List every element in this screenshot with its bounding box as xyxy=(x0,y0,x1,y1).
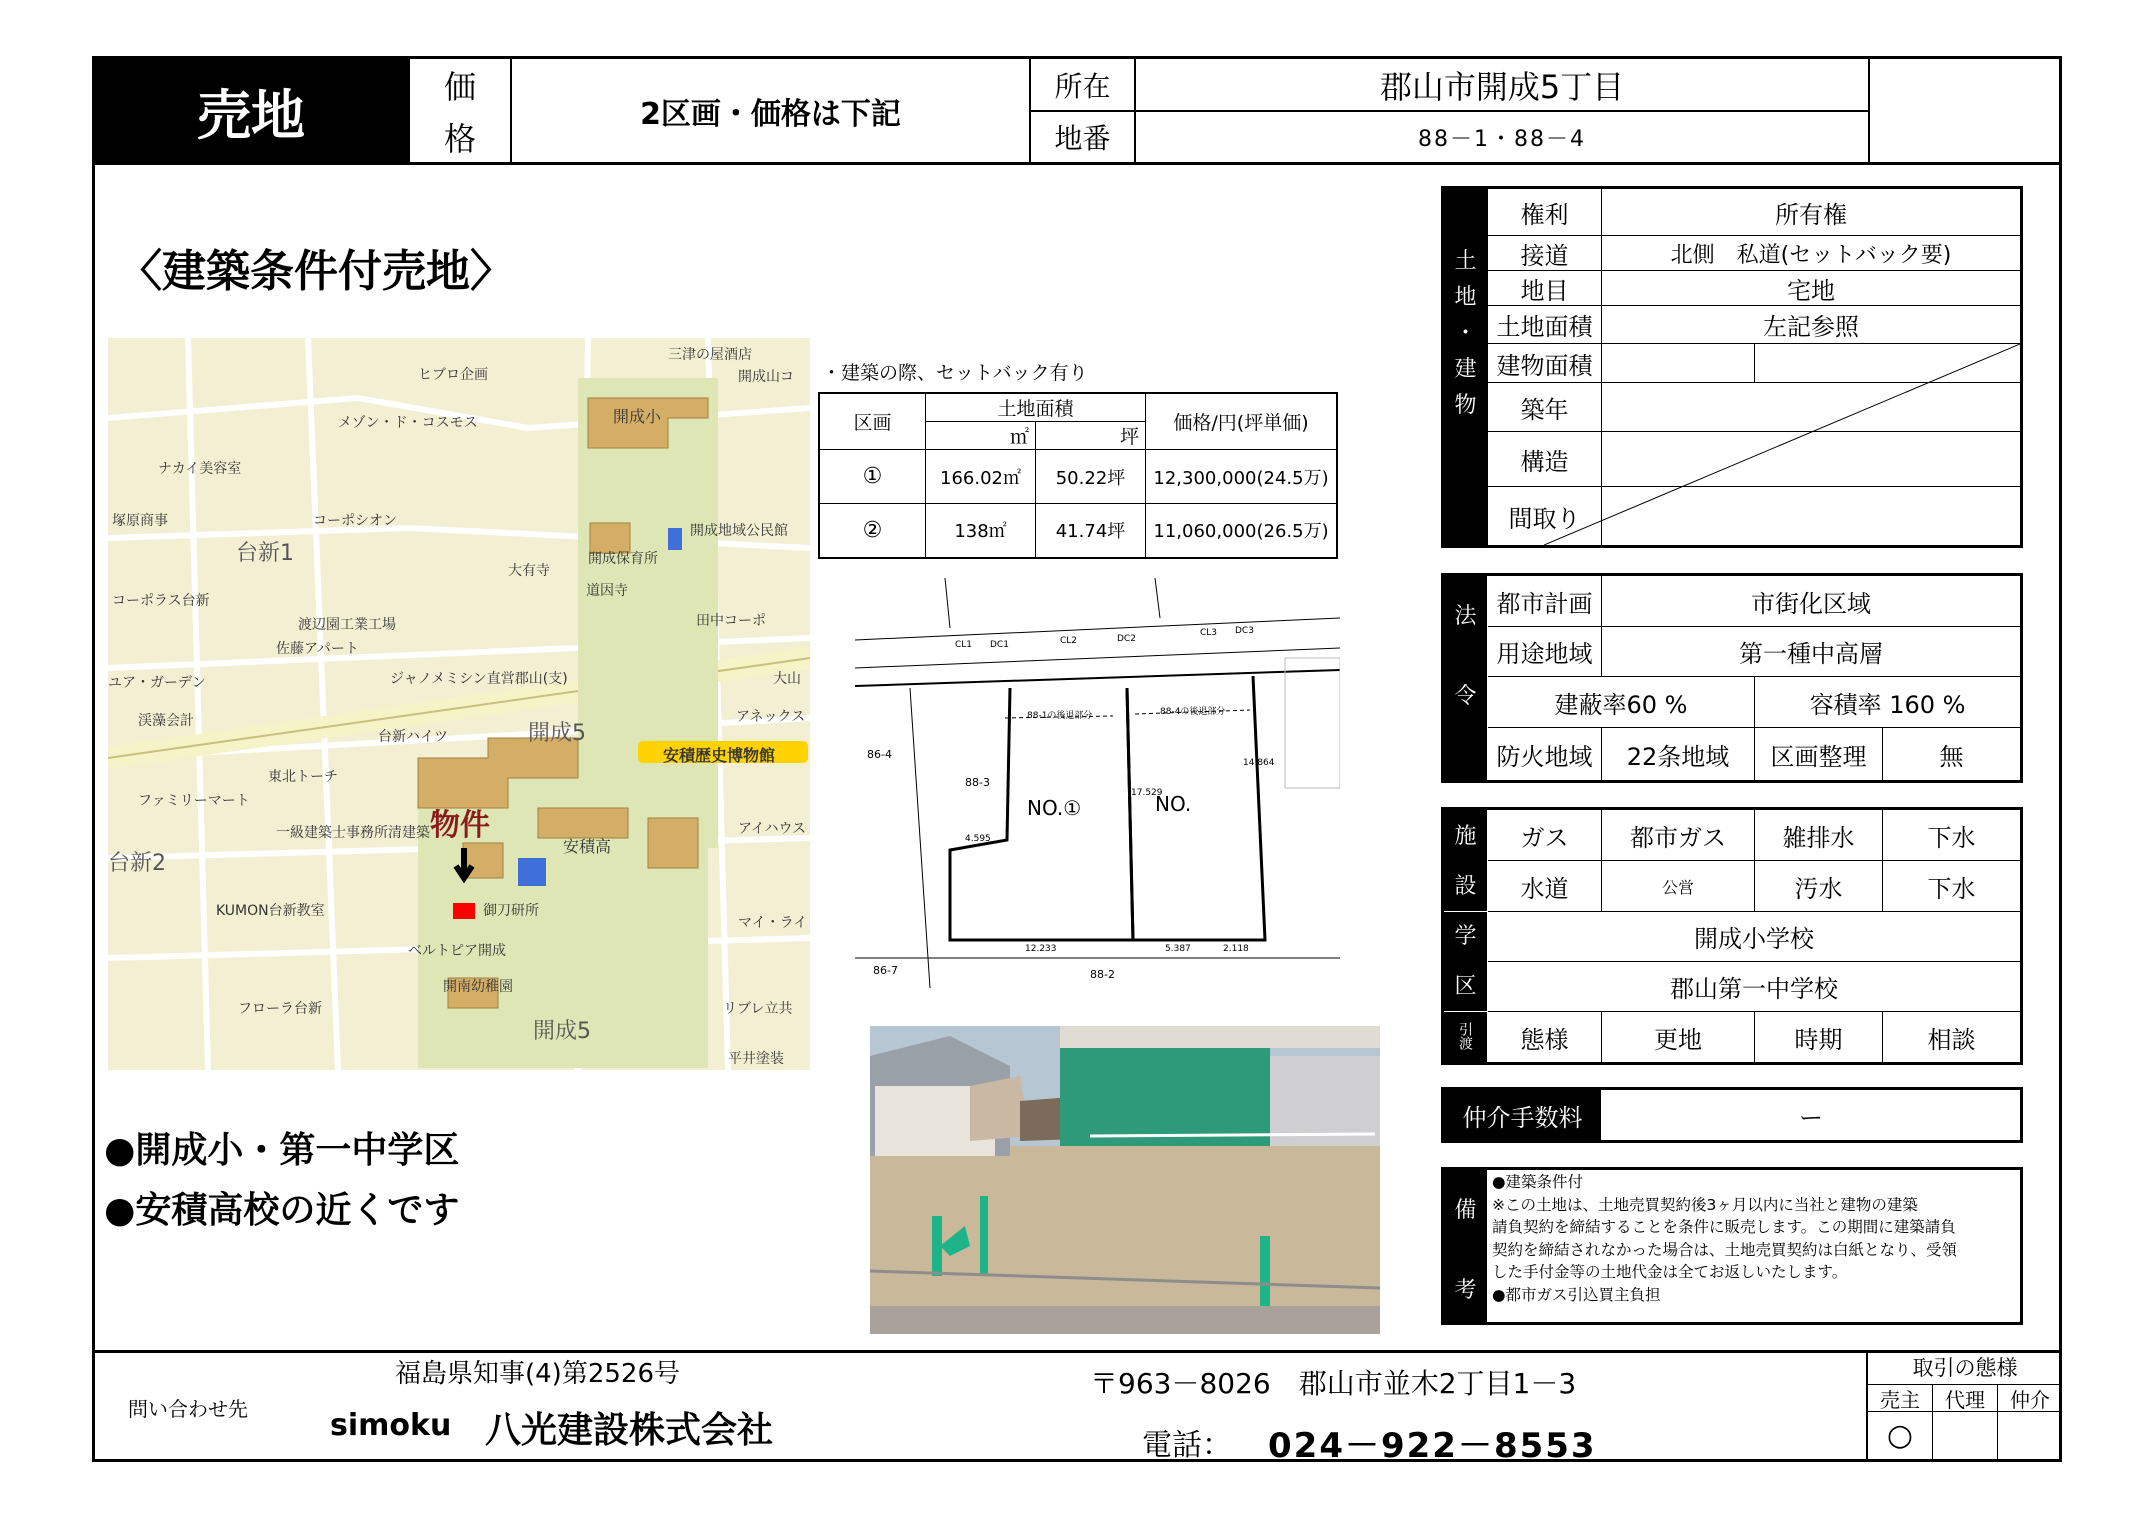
location-label: 所在 xyxy=(1054,70,1111,103)
remarks-line: ●都市ガス引込買主負担 xyxy=(1492,1285,1661,1304)
lot-label: 地番 xyxy=(1054,122,1111,155)
contact-label: 問い合わせ先 xyxy=(128,1397,248,1421)
price-value: 2区画・価格は下記 xyxy=(640,97,901,132)
location-value: 郡山市開成5丁目 xyxy=(1379,68,1625,106)
phone-label: 電話： xyxy=(1142,1428,1232,1463)
land-area-value: 左記参照 xyxy=(1763,313,1859,341)
land-category-value: 宅地 xyxy=(1787,276,1835,305)
handover-status-value: 更地 xyxy=(1654,1025,1702,1054)
row2-tsubo: 41.74坪 xyxy=(1036,504,1146,558)
deal-broker: 仲介 xyxy=(2010,1387,2050,1412)
elementary-school: 開成小学校 xyxy=(1694,925,1814,953)
junior-high-school: 郡山第一中学校 xyxy=(1670,975,1838,1003)
land-category-label: 地目 xyxy=(1520,276,1569,305)
building-area-label: 建物面積 xyxy=(1496,351,1593,380)
deal-type-title: 取引の態様 xyxy=(1912,1356,2018,1380)
city-plan-label: 都市計画 xyxy=(1496,589,1593,618)
water-value: 公営 xyxy=(1661,877,1694,897)
fire-zone-label: 防火地域 xyxy=(1496,742,1593,771)
handover-timing-label: 時期 xyxy=(1794,1025,1843,1054)
page-title: 〈建築条件付売地〉 xyxy=(118,246,514,297)
side-label-school-2: 区 xyxy=(1454,973,1477,999)
zoning-label: 用途地域 xyxy=(1496,640,1593,668)
fire-zone-value: 22条地域 xyxy=(1626,742,1730,771)
road-access-value: 北側 私道(セットバック要) xyxy=(1670,242,1952,268)
row2-price: 11,060,000(26.5万) xyxy=(1146,504,1338,558)
remarks-box xyxy=(1441,1167,2023,1325)
law-table xyxy=(1441,573,2023,783)
layout-label: 間取り xyxy=(1508,504,1581,533)
side-label-land-4: 建 xyxy=(1454,356,1477,382)
side-label-land-1: 土 xyxy=(1454,248,1477,274)
table-row xyxy=(819,450,1337,504)
price-label-2: 格 xyxy=(443,120,476,158)
th-tsubo: 坪 xyxy=(1036,422,1146,450)
deal-seller-mark: ○ xyxy=(1886,1418,1914,1453)
row1-sqm: 166.02㎡ xyxy=(926,450,1036,504)
sewage-value: 下水 xyxy=(1927,874,1976,903)
deal-seller: 売主 xyxy=(1880,1387,1920,1412)
remarks-line: ●建築条件付 xyxy=(1492,1173,1584,1191)
company-address: 〒963－8026 郡山市並木2丁目1－3 xyxy=(1090,1367,1577,1400)
table-row xyxy=(819,504,1337,558)
drain-value: 下水 xyxy=(1927,823,1976,852)
row1-tsubo: 50.22坪 xyxy=(1036,450,1146,504)
water-label: 水道 xyxy=(1520,874,1569,903)
school-district-note: ●開成小・第一中学区 xyxy=(104,1130,460,1171)
deal-agent: 代理 xyxy=(1945,1387,1985,1412)
coverage-ratio: 建蔽率60 % xyxy=(1554,690,1688,719)
fee-label: 仲介手数料 xyxy=(1444,1090,1601,1140)
side-label-remarks-1: 備 xyxy=(1454,1197,1477,1223)
road-access-label: 接道 xyxy=(1520,241,1569,270)
remarks-line: 契約を締結されなかった場合は、土地売買契約は白紙となり、受領 xyxy=(1492,1240,1958,1259)
floor-area-ratio: 容積率 160 % xyxy=(1809,690,1966,719)
side-label-remarks-2: 考 xyxy=(1454,1277,1477,1303)
th-price: 価格/円(坪単価) xyxy=(1146,393,1338,450)
lot-value: 88－1・88－4 xyxy=(1418,126,1586,152)
readjust-label: 区画整理 xyxy=(1770,742,1867,771)
drain-label: 雑排水 xyxy=(1782,823,1855,852)
remarks-line: した手付金等の土地代金は全てお返しいたします。 xyxy=(1492,1263,1848,1281)
side-label-school-1: 学 xyxy=(1454,923,1477,949)
remarks-line: 請負契約を締結することを条件に販売します。この期間に建築請負 xyxy=(1492,1218,1956,1236)
side-label-law-2: 令 xyxy=(1454,683,1477,709)
phone-number: 024－922－8553 xyxy=(1268,1426,1597,1466)
brand-name: simoku xyxy=(330,1408,452,1443)
survey-plan: CL1 DC1 CL2 DC2 CL3 DC3 NO.① NO. 88-1の後退部分 88-4の後退部分 86-4 88-3 86-7 88-2 12.233 5.387 2.118 14.864 17.529 4.595 xyxy=(855,578,1340,988)
type-label: 売地 xyxy=(95,59,407,163)
sewage-label: 汚水 xyxy=(1794,874,1843,903)
side-label-land-5: 物 xyxy=(1454,392,1477,418)
setback-note: ・建築の際、セットバック有り xyxy=(822,362,1088,384)
side-label-land-2: 地 xyxy=(1454,284,1477,310)
row2-section: ② xyxy=(819,504,926,558)
side-label-land-3: ・ xyxy=(1454,320,1477,346)
rights-value: 所有権 xyxy=(1775,200,1847,229)
side-label-law-1: 法 xyxy=(1454,603,1477,629)
license-number: 福島県知事(4)第2526号 xyxy=(395,1359,680,1389)
th-section: 区画 xyxy=(819,393,926,450)
side-label-handover: 引渡 xyxy=(1457,1022,1473,1050)
zoning-value: 第一種中高層 xyxy=(1739,640,1883,668)
remarks-line: ※この土地は、土地売買契約後3ヶ月以内に当社と建物の建築 xyxy=(1492,1195,1918,1214)
gas-value: 都市ガス xyxy=(1630,823,1726,852)
facilities-table xyxy=(1441,807,2023,1065)
fee-table xyxy=(1441,1087,2023,1143)
location-map: 三津の屋酒店 開成山コ ヒブロ企画 開成小 メゾン・ド・コスモス ナカイ美容室 塚原商事 コーポシオン 開成地域公民館 台新1 開成保育所 大有寺 道因寺 田中コーポ コーポラス台新 渡辺園工業工場 佐藤アパート ジャノメミシン直営郡山(支) 大山 ユア・ガーデン アネックス 渓藻会計 台新ハイツ 開成5 安積歴史博物館 東北トーチ ファミリーマート 物件 一級建築士事務所清建築 アイハウス 安積高 台新2 KUMON台新教室 御刀研所 マイ・ライ ベルトピア開成 開南幼稚園 フローラ台新 リブレ立共 開成5 平井塗装 xyxy=(108,338,810,1070)
company-name: 八光建設株式会社 xyxy=(485,1410,774,1451)
row1-section: ① xyxy=(819,450,926,504)
lot-price-table xyxy=(818,392,1338,559)
land-building-table xyxy=(1441,186,2023,548)
built-year-label: 築年 xyxy=(1520,395,1569,424)
structure-label: 構造 xyxy=(1520,447,1569,476)
nearby-school-note: ●安積高校の近くです xyxy=(104,1190,460,1231)
city-plan-value: 市街化区域 xyxy=(1751,589,1871,618)
price-label-1: 価 xyxy=(443,68,476,106)
land-area-label: 土地面積 xyxy=(1496,313,1593,341)
gas-label: ガス xyxy=(1520,823,1569,852)
row1-price: 12,300,000(24.5万) xyxy=(1146,450,1338,504)
handover-status-label: 態様 xyxy=(1520,1025,1569,1054)
readjust-value: 無 xyxy=(1939,742,1964,771)
th-area: 土地面積 xyxy=(926,393,1146,422)
site-photo xyxy=(870,1026,1380,1334)
th-sqm: ㎡ xyxy=(926,422,1036,450)
deal-type-box xyxy=(1866,1350,2062,1462)
handover-timing-value: 相談 xyxy=(1927,1025,1976,1054)
fee-value: ー xyxy=(1799,1103,1823,1132)
row2-sqm: 138㎡ xyxy=(926,504,1036,558)
rights-label: 権利 xyxy=(1520,200,1569,229)
side-label-fac-2: 設 xyxy=(1454,873,1477,899)
side-label-fac-1: 施 xyxy=(1454,823,1477,849)
